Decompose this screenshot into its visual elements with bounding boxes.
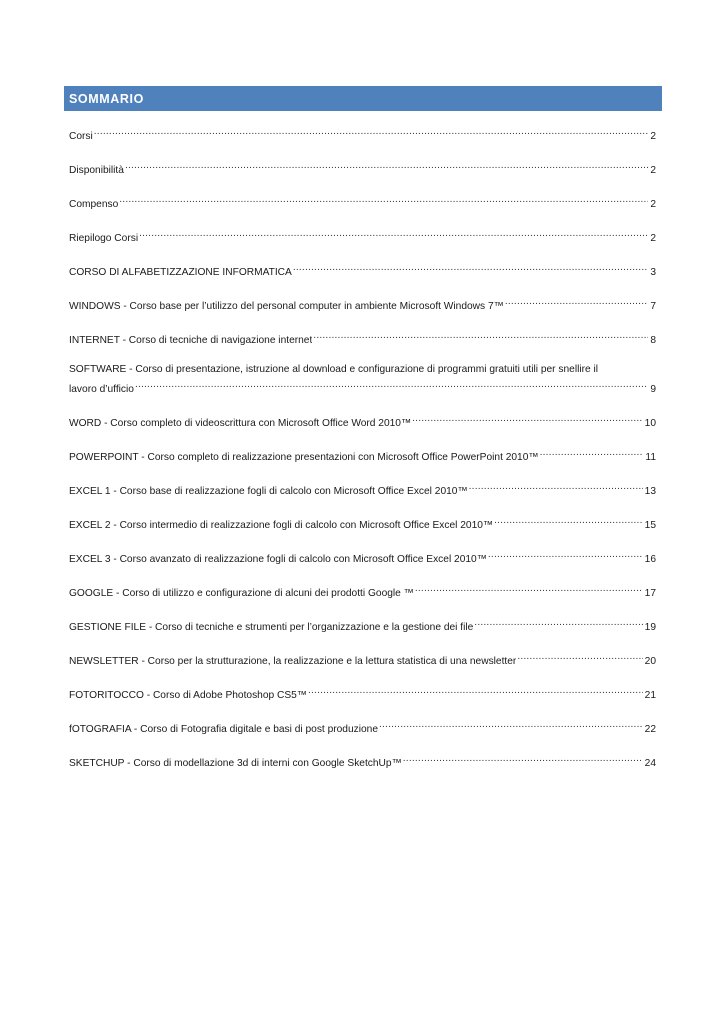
toc-list (69, 124, 656, 785)
toc-entry-page[interactable]: 11 (645, 452, 656, 463)
toc-entry-page[interactable]: 9 (650, 384, 656, 395)
toc-entry-title[interactable]: GESTIONE FILE - Corso di tecniche e strumenti per l’organizzazione e la gestione dei file (69, 622, 474, 633)
toc-entry-page[interactable]: 24 (644, 758, 656, 769)
toc-dot-leader (125, 158, 648, 173)
toc-entry[interactable] (69, 581, 656, 601)
toc-entry[interactable] (69, 445, 656, 465)
toc-dot-leader (505, 294, 649, 309)
toc-entry[interactable] (69, 328, 656, 348)
toc-heading-bar (64, 86, 662, 111)
toc-entry[interactable] (69, 547, 656, 567)
toc-dot-leader (379, 717, 643, 732)
toc-dot-leader (139, 226, 648, 241)
toc-entry-page[interactable]: 15 (644, 520, 656, 531)
toc-dot-leader (540, 445, 644, 460)
toc-entry[interactable] (69, 411, 656, 431)
toc-entry-title[interactable]: lavoro d’ufficio (69, 384, 134, 395)
toc-heading: SOMMARIO (69, 91, 144, 106)
toc-entry-page[interactable]: 2 (650, 131, 656, 142)
toc-entry-page[interactable]: 13 (644, 486, 656, 497)
toc-dot-leader (415, 581, 643, 596)
toc-entry[interactable] (69, 649, 656, 669)
toc-entry-title[interactable]: INTERNET - Corso di tecniche di navigazione internet (69, 335, 313, 346)
toc-entry[interactable] (69, 717, 656, 737)
toc-entry-title[interactable]: SKETCHUP - Corso di modellazione 3d di interni con Google SketchUp™ (69, 758, 402, 769)
toc-entry-page[interactable]: 8 (650, 335, 656, 346)
toc-dot-leader (119, 192, 648, 207)
toc-entry-title[interactable]: WINDOWS - Corso base per l’utilizzo del personal computer in ambiente Microsoft Windows 7™ (69, 301, 504, 312)
toc-entry-page[interactable]: 2 (650, 233, 656, 244)
toc-entry-page[interactable]: 17 (644, 588, 656, 599)
toc-entry[interactable] (69, 479, 656, 499)
toc-entry[interactable] (69, 226, 656, 246)
toc-dot-leader (135, 377, 648, 392)
toc-entry-page[interactable]: 3 (650, 267, 656, 278)
toc-dot-leader (494, 513, 643, 528)
toc-entry[interactable] (69, 683, 656, 703)
toc-dot-leader (474, 615, 642, 630)
toc-entry-title[interactable]: Corsi (69, 131, 93, 142)
toc-entry-page[interactable]: 10 (644, 418, 656, 429)
toc-entry-page[interactable]: 19 (644, 622, 656, 633)
toc-entry[interactable] (69, 260, 656, 280)
toc-entry-page[interactable]: 7 (650, 301, 656, 312)
toc-entry-title[interactable]: Disponibilità (69, 165, 124, 176)
toc-entry[interactable] (69, 513, 656, 533)
toc-entry[interactable] (69, 362, 656, 397)
toc-entry-title[interactable]: GOOGLE - Corso di utilizzo e configurazione di alcuni dei prodotti Google ™ (69, 588, 414, 599)
toc-entry-title[interactable]: NEWSLETTER - Corso per la strutturazione, la realizzazione e la lettura statistica di una newsletter (69, 656, 517, 667)
toc-dot-leader (412, 411, 643, 426)
toc-entry[interactable] (69, 294, 656, 314)
toc-dot-leader (94, 124, 649, 139)
toc-entry-title[interactable]: Compenso (69, 199, 119, 210)
toc-entry-title[interactable]: EXCEL 1 - Corso base di realizzazione fogli di calcolo con Microsoft Office Excel 2010™ (69, 486, 468, 497)
toc-entry[interactable] (69, 192, 656, 212)
toc-dot-leader (293, 260, 649, 275)
toc-dot-leader (517, 649, 642, 664)
toc-dot-leader (403, 751, 643, 766)
toc-entry-title[interactable]: WORD - Corso completo di videoscrittura con Microsoft Office Word 2010™ (69, 418, 412, 429)
toc-entry[interactable] (69, 751, 656, 771)
toc-entry-page[interactable]: 21 (644, 690, 656, 701)
toc-entry-title[interactable]: POWERPOINT - Corso completo di realizzazione presentazioni con Microsoft Office PowerPoint 2010™ (69, 452, 539, 463)
toc-entry-page[interactable]: 16 (644, 554, 656, 565)
toc-entry[interactable] (69, 615, 656, 635)
toc-entry[interactable] (69, 124, 656, 144)
toc-entry-title-line1[interactable]: SOFTWARE - Corso di presentazione, istruzione al download e configurazione di programmi gratuiti utili per snellire il (69, 364, 599, 375)
toc-dot-leader (313, 328, 648, 343)
toc-entry-title[interactable]: EXCEL 3 - Corso avanzato di realizzazione fogli di calcolo con Microsoft Office Excel 2010™ (69, 554, 487, 565)
toc-entry-page[interactable]: 22 (644, 724, 656, 735)
toc-dot-leader (469, 479, 643, 494)
toc-dot-leader (488, 547, 643, 562)
toc-entry-page[interactable]: 20 (644, 656, 656, 667)
toc-entry[interactable] (69, 158, 656, 178)
toc-entry-title[interactable]: Riepilogo Corsi (69, 233, 139, 244)
toc-entry-title[interactable]: EXCEL 2 - Corso intermedio di realizzazione fogli di calcolo con Microsoft Office Excel 2010™ (69, 520, 494, 531)
toc-entry-title[interactable]: FOTORITOCCO - Corso di Adobe Photoshop CS5™ (69, 690, 307, 701)
toc-entry-title[interactable]: fOTOGRAFIA - Corso di Fotografia digitale e basi di post produzione (69, 724, 378, 735)
toc-dot-leader (308, 683, 643, 698)
toc-entry-page[interactable]: 2 (650, 165, 656, 176)
toc-entry-title[interactable]: CORSO DI ALFABETIZZAZIONE INFORMATICA (69, 267, 292, 278)
toc-entry-page[interactable]: 2 (650, 199, 656, 210)
